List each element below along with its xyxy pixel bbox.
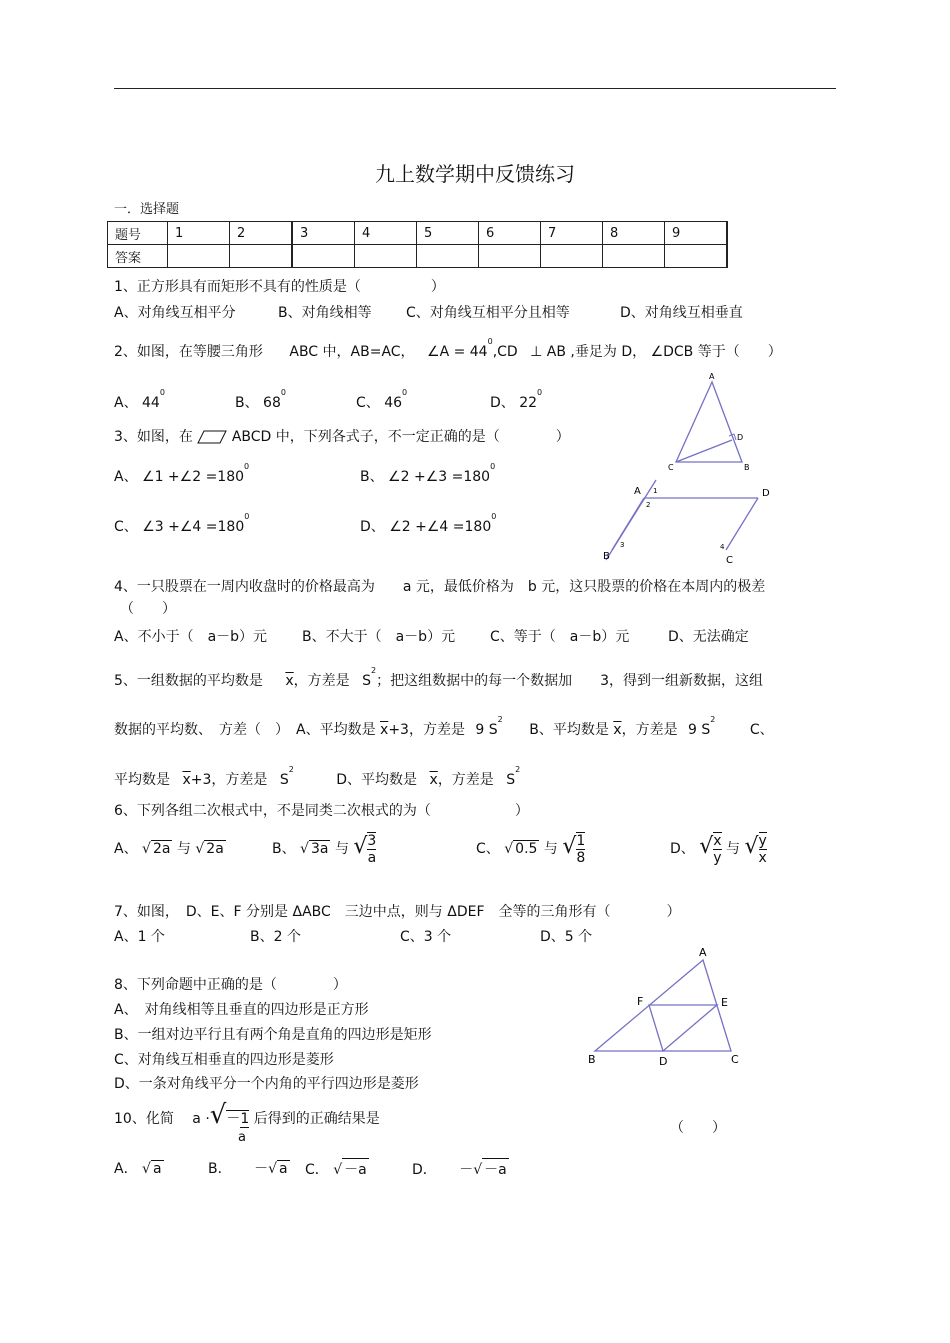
answer-cell-4[interactable] [355, 245, 417, 268]
square-mark: 2 [497, 715, 503, 724]
point-label: D [659, 1055, 668, 1068]
q5-line2 [114, 715, 774, 739]
q5-text: C、 [749, 722, 774, 738]
q8-option-c: C、对角线互相垂直的四边形是菱形 [114, 1052, 334, 1068]
answer-table [107, 221, 728, 268]
q6-option-d: D、 √ $\frac{x}{y}$ 与 √ $\frac{y}{x}$ [670, 833, 767, 866]
variance-symbol: S [506, 772, 516, 788]
numerator: x [713, 833, 722, 849]
mean-symbol: $\overline{x}$ [380, 722, 389, 738]
variance-symbol: 9 S [688, 722, 711, 738]
q2-stem-part: ⊥ AB ,垂足为 D， [530, 344, 647, 360]
option-text: A、 44 [114, 395, 160, 411]
option-text: C、 ∠3 +∠4 =180 [114, 519, 245, 535]
q5-text: 数据的平均数、 方差（ ） A、平均数是 [114, 722, 376, 738]
q2-stem-part: ,CD [492, 344, 518, 360]
minus-sign: － [459, 1162, 474, 1178]
q5-line1 [114, 666, 764, 690]
point-label: D [762, 488, 770, 499]
section-heading: 一．选择题 [114, 202, 180, 217]
q2-stem-part: ∠DCB 等于（ ） [650, 344, 782, 360]
q3-option-a [114, 462, 250, 486]
q7-option-d: D、5 个 [540, 929, 593, 945]
point-label: B [603, 551, 610, 562]
degree-mark: 0 [490, 462, 496, 471]
q3-option-d [360, 512, 497, 536]
point-label: C [668, 463, 674, 472]
point-label: A [709, 372, 715, 381]
table-cell: 2 [230, 222, 293, 245]
table-row [108, 222, 728, 245]
figure-parallelogram [598, 478, 783, 570]
answer-cell-8[interactable] [603, 245, 665, 268]
point-label: D [737, 433, 744, 442]
degree-mark: 0 [537, 388, 543, 397]
q3-option-c [114, 512, 250, 536]
square-mark: 2 [288, 765, 294, 774]
table-row [108, 245, 728, 268]
point-label: F [637, 995, 644, 1008]
q10-text: a [192, 1111, 201, 1127]
q1-option-a: A、对角线互相平分 [114, 305, 236, 321]
q5-text: 5、一组数据的平均数是 [114, 673, 263, 689]
table-cell: 5 [417, 222, 479, 245]
q5-text: B、平均数是 [529, 722, 609, 738]
degree-mark: 0 [244, 512, 250, 521]
q7-text: 7、如图， D、E、F 分别是 [114, 904, 289, 920]
q1-option-d: D、对角线互相垂直 [620, 305, 743, 321]
q5-text: ，方差是 [437, 772, 494, 788]
answer-cell-3[interactable] [292, 245, 355, 268]
degree-mark: 0 [402, 388, 408, 397]
figure-midpoint-triangle [585, 945, 750, 1070]
q7-option-c: C、3 个 [400, 929, 452, 945]
point-label: A [699, 946, 707, 959]
table-cell: 答案 [108, 245, 168, 268]
table-cell: 题号 [108, 222, 168, 245]
denominator: a [367, 850, 377, 866]
answer-cell-2[interactable] [230, 245, 293, 268]
radicand: －a [342, 1158, 369, 1179]
parallelogram-icon [197, 430, 227, 444]
q3-stem-part: ABCD 中，下列各式子，不一定正确的是（ ） [231, 429, 570, 445]
option-label: D、 [670, 841, 695, 857]
numerator: 1 [240, 1111, 250, 1127]
option-text: C、 46 [356, 395, 403, 411]
q5-text: ，方差是 [211, 772, 268, 788]
angle-label: 2 [646, 501, 651, 509]
square-mark: 2 [710, 715, 716, 724]
table-cell: 4 [355, 222, 417, 245]
radicand: 3a [310, 841, 329, 857]
angle-label: 1 [653, 487, 658, 495]
variance-symbol: S [362, 673, 372, 689]
point-label: C [731, 1053, 739, 1066]
mean-symbol: $\overline{x}$ [182, 772, 191, 788]
q10-denominator: a [238, 1130, 246, 1145]
q6-option-b: B、 √ 3a 与 √ $\frac{3}{a}$ [272, 833, 377, 866]
option-text: 与 [176, 841, 191, 857]
answer-cell-5[interactable] [417, 245, 479, 268]
q5-text: 平均数是 [114, 772, 170, 788]
degree-mark: 0 [487, 337, 493, 346]
option-label: B、 [272, 841, 296, 857]
angle-label: 3 [620, 541, 625, 549]
option-label: C、 [476, 841, 500, 857]
q7-option-a: A、1 个 [114, 929, 165, 945]
figure-isosceles-triangle [668, 370, 758, 475]
q10-option-b: B． －√ a [208, 1161, 288, 1177]
minus-sign: － [254, 1161, 269, 1177]
option-text: B、 68 [235, 395, 281, 411]
q3-stem [114, 426, 570, 446]
numerator: 3 [367, 833, 377, 849]
q10-option-c: C． √ －a [305, 1158, 369, 1179]
q7-text: ΔDEF 全等的三角形有（ ） [447, 904, 681, 920]
table-cell: 9 [665, 222, 728, 245]
table-cell: 8 [603, 222, 665, 245]
option-label: A． [114, 1161, 138, 1177]
point-label: C [726, 555, 733, 566]
q2-stem [114, 337, 782, 361]
q5-text: ，方差是 [293, 673, 350, 689]
radicand: －a [482, 1158, 509, 1179]
radicand: a [152, 1161, 162, 1177]
radicand: 2a [152, 841, 171, 857]
mean-symbol: $\overline{x}$ [613, 722, 622, 738]
denominator: y [713, 850, 722, 866]
q8-option-a: A、 对角线相等且垂直的四边形是正方形 [114, 1002, 369, 1018]
radicand: a [278, 1161, 288, 1177]
q1-stem: 1、正方形具有而矩形不具有的性质是（ ） [114, 279, 445, 295]
option-text: 与 [726, 841, 741, 857]
q10-option-a: A． √ a [114, 1161, 162, 1177]
option-text: D、 ∠2 +∠4 =180 [360, 519, 492, 535]
q2-option-a [114, 388, 165, 412]
q3-stem-part: 3、如图，在 [114, 429, 193, 445]
radicand: 2a [206, 841, 224, 857]
q2-stem-part: ABC 中，AB=AC， [289, 344, 415, 360]
table-cell: 6 [479, 222, 541, 245]
variance-symbol: 9 S [475, 722, 498, 738]
q2-stem-part: ∠A = 44 [427, 344, 488, 360]
q6-stem: 6、下列各组二次根式中，不是同类二次根式的为（ ） [114, 803, 529, 819]
q1-option-b: B、对角线相等 [278, 305, 372, 321]
q7-option-b: B、2 个 [250, 929, 301, 945]
square-mark: 2 [515, 765, 521, 774]
q2-option-b [235, 388, 286, 412]
q5-text: ，方差是 [621, 722, 678, 738]
page-title: 九上数学期中反馈练习 [375, 162, 575, 186]
q10-text: 10、化简 [114, 1111, 174, 1127]
table-cell: 7 [541, 222, 603, 245]
point-label: E [721, 996, 728, 1009]
q8-option-d: D、一条对角线平分一个内角的平行四边形是菱形 [114, 1076, 419, 1092]
q4-stem: 4、一只股票在一周内收盘时的价格最高为 a 元，最低价格为 b 元，这只股票的价格在本周内的极差 [114, 579, 766, 595]
q2-stem-part: 2、如图，在等腰三角形 [114, 344, 263, 360]
q4-option-c: C、等于（ a－b）元 [490, 629, 630, 645]
point-label: A [634, 486, 641, 497]
q6-option-a: A、 √ 2a 与 √ 2a [114, 841, 224, 857]
option-label: C． [305, 1162, 329, 1178]
answer-cell-9[interactable] [665, 245, 728, 268]
q3-option-b [360, 462, 496, 486]
q10-answer-paren: （ ） [670, 1120, 726, 1136]
q5-text: +3 [190, 772, 212, 788]
q5-text: ，方差是 [408, 722, 465, 738]
q10-text: 后得到的正确结果是 [253, 1111, 380, 1127]
angle-label: 4 [720, 543, 725, 551]
option-label: A、 [114, 841, 138, 857]
table-cell: 1 [168, 222, 230, 245]
q4-option-d: D、无法确定 [668, 629, 749, 645]
point-label: B [588, 1053, 596, 1066]
q2-option-d [490, 388, 543, 412]
numerator: y [758, 833, 767, 849]
q10-option-d: D． －√ －a [412, 1158, 509, 1179]
q7-text: ΔABC 三边中点，则与 [292, 904, 443, 920]
answer-cell-7[interactable] [541, 245, 603, 268]
mean-symbol: $\overline{x}$ [285, 673, 294, 689]
q5-line3 [114, 765, 521, 789]
point-label: B [744, 463, 750, 472]
denominator: 8 [576, 850, 586, 866]
table-cell: 3 [292, 222, 355, 245]
q7-stem [114, 901, 681, 921]
option-text: 与 [334, 841, 349, 857]
q4-stem-paren: （ ） [120, 601, 176, 617]
option-text: A、 ∠1 +∠2 =180 [114, 469, 245, 485]
answer-cell-1[interactable] [168, 245, 230, 268]
square-mark: 2 [371, 666, 377, 675]
answer-cell-6[interactable] [479, 245, 541, 268]
option-label: D． [412, 1162, 437, 1178]
variance-symbol: S [279, 772, 289, 788]
option-text: B、 ∠2 +∠3 =180 [360, 469, 491, 485]
q4-option-a: A、不小于（ a－b）元 [114, 629, 268, 645]
numerator: 1 [576, 833, 586, 849]
q1-option-c: C、对角线互相平分且相等 [406, 305, 570, 321]
degree-mark: 0 [244, 462, 250, 471]
radicand: 0.5 [515, 841, 538, 857]
degree-mark: 0 [280, 388, 286, 397]
mean-symbol: $\overline{x}$ [429, 772, 438, 788]
option-text: D、 22 [490, 395, 538, 411]
q8-stem: 8、下列命题中正确的是（ ） [114, 977, 347, 993]
q10-stem: 10、化简 a ·√－1 后得到的正确结果是 [114, 1100, 380, 1130]
degree-mark: 0 [491, 512, 497, 521]
q4-option-b: B、不大于（ a－b）元 [302, 629, 456, 645]
q5-text: ；把这组数据中的每一个数据加 3，得到一组新数据，这组 [376, 673, 764, 689]
option-text: 与 [543, 841, 558, 857]
denominator: x [758, 850, 767, 866]
degree-mark: 0 [159, 388, 165, 397]
q6-option-c: C、 √ 0.5 与 √ $\frac{1}{8}$ [476, 833, 586, 866]
q5-text: +3 [388, 722, 409, 738]
q5-text: D、平均数是 [336, 772, 418, 788]
q8-option-b: B、一组对边平行且有两个角是直角的四边形是矩形 [114, 1027, 432, 1043]
top-rule [114, 88, 836, 89]
option-label: B． [208, 1161, 232, 1177]
q2-option-c [356, 388, 408, 412]
